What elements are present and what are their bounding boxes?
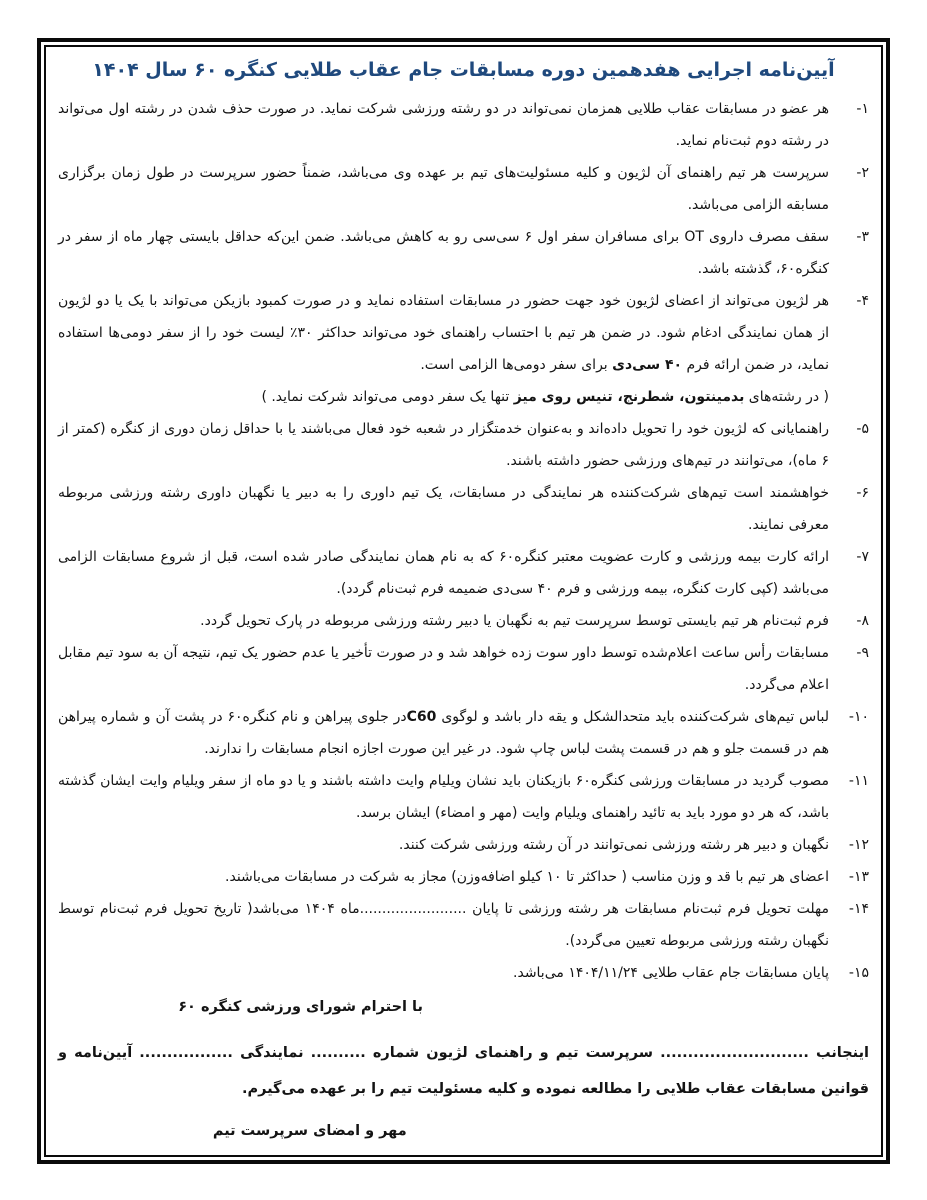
rule-text-segment: سقف مصرف داروی OT برای مسافران سفر اول ۶ سی‌سی رو به کاهش می‌باشد. ضمن این‌که حداقل بایستی چهار ماه از سفر در کنگره۶۰، گذشته باشد. <box>58 229 829 277</box>
rule-text-bold-segment: ۴۰ سی‌دی <box>612 357 683 373</box>
rule-number: ۱۰- <box>848 709 869 725</box>
rule-item <box>58 861 869 893</box>
declaration-paragraph: اینجانب ........................... سرپرست تیم و راهنمای لژیون شماره .......... نمایندگی ................. آیین‌نامه و قوانین مسابقات عقاب طلایی را مطالعه نموده و کلیه مسئولیت تیم را بر عهده می‌گیرم. <box>58 1045 869 1097</box>
rule-subline <box>58 381 869 413</box>
rule-item <box>58 957 869 989</box>
rule-text <box>58 637 829 701</box>
rule-text <box>58 893 829 957</box>
rule-number: ۴- <box>856 293 869 309</box>
rule-item <box>58 285 869 381</box>
rule-item <box>58 829 869 861</box>
rule-number: ۱۵- <box>848 965 869 981</box>
rule-text-bold-segment: بدمینتون، شطرنج، تنیس روی میز <box>513 389 745 405</box>
rule-item <box>58 701 869 765</box>
rules-list <box>58 93 869 989</box>
signature-line: مهر و امضای سرپرست تیم <box>212 1123 407 1139</box>
rule-number: ۱۲- <box>848 837 869 853</box>
rule-text-segment: اعضای هر تیم با قد و وزن مناسب ( حداکثر تا ۱۰ کیلو اضافه‌وزن) مجاز به شرکت در مسابقات می‌باشند. <box>225 869 829 885</box>
rule-text-segment: سرپرست هر تیم راهنمای آن لژیون و کلیه مسئولیت‌های تیم بر عهده وی می‌باشد، ضمناً حضور سرپرست در طول زمان برگزاری مسابقه الزامی می‌باشد. <box>58 165 829 213</box>
rule-number: ۸- <box>856 613 869 629</box>
rule-item <box>58 413 869 477</box>
rule-text <box>58 765 829 829</box>
rule-text-segment: خواهشمند است تیم‌های شرکت‌کننده هر نمایندگی در مسابقات، یک تیم داوری را به دبیر یا نگهبان داوری رشته ورزشی مربوطه معرفی نمایند. <box>58 485 829 533</box>
rule-item <box>58 637 869 701</box>
rule-number: ۲- <box>856 165 869 181</box>
rule-number: ۱۱- <box>848 773 869 789</box>
rule-text <box>58 861 829 893</box>
rule-text-bold-segment: C60 <box>406 709 437 725</box>
document-content <box>58 59 869 1139</box>
rule-item <box>58 157 869 221</box>
rule-text-segment: لباس تیم‌های شرکت‌کننده باید متحدالشکل و یقه دار باشد و لوگوی <box>436 709 829 725</box>
page-border-outer <box>37 38 890 1164</box>
rule-text <box>58 157 829 221</box>
regards-line: با احترام شورای ورزشی کنگره ۶۰ <box>178 999 423 1015</box>
rule-text-segment: مصوب گردید در مسابقات ورزشی کنگره۶۰ بازیکنان باید نشان ویلیام وایت داشته باشند و یا دو ماه از سفر ویلیام وایت ایشان گذشته باشد، که هر دو مورد باید به تائید راهنمای ویلیام وایت (مهر و امضاء) ایشان برسد. <box>58 773 829 821</box>
rule-text <box>58 381 829 413</box>
rule-text-segment: مسابقات رأس ساعت اعلام‌شده توسط داور سوت زده خواهد شد و در صورت تأخیر یا عدم حضور یک تیم، نتیجه آن به سود تیم مقابل اعلام می‌گردد. <box>58 645 829 693</box>
rule-text-segment: فرم ثبت‌نام هر تیم بایستی توسط سرپرست تیم به نگهبان یا دبیر رشته ورزشی مربوطه در پارک تحویل گردد. <box>200 613 829 629</box>
rule-number: ۷- <box>856 549 869 565</box>
rule-item <box>58 477 869 541</box>
rule-number: ۹- <box>856 645 869 661</box>
rule-number: ۵- <box>856 421 869 437</box>
rule-number: ۶- <box>856 485 869 501</box>
rule-number: ۱۴- <box>848 901 869 917</box>
rule-text <box>58 285 829 381</box>
rule-text <box>58 221 829 285</box>
rule-text <box>58 701 829 765</box>
rule-item <box>58 93 869 157</box>
rule-text-segment: هر لژیون می‌تواند از اعضای لژیون خود جهت حضور در مسابقات استفاده نماید و در صورت کمبود بازیکن می‌تواند با یک یا دو لژیون از همان نمایندگی ادغام شود. در ضمن هر تیم با احتساب راهنمای خود می‌تواند حداکثر ۳۰٪ لیست خود را از سفر دومی‌ها استفاده نماید، در ضمن ارائه فرم <box>58 293 829 373</box>
rule-number: ۱۳- <box>848 869 869 885</box>
rule-text-segment: برای سفر دومی‌ها الزامی است. <box>420 357 613 373</box>
rule-text-segment: مهلت تحویل فرم ثبت‌نام مسابقات هر رشته ورزشی تا پایان ........................ماه ۱۴۰۴ می‌باشد( تاریخ تحویل فرم ثبت‌نام توسط نگهبان رشته ورزشی مربوطه تعیین می‌گردد). <box>58 901 829 949</box>
rule-text-segment: ارائه کارت بیمه ورزشی و کارت عضویت معتبر کنگره۶۰ که به نام همان نمایندگی صادر شده است، قبل از شروع مسابقات الزامی می‌باشد (کپی کارت کنگره، بیمه ورزشی و فرم ۴۰ سی‌دی ضمیمه فرم ثبت‌نام گردد). <box>58 549 829 597</box>
rule-text-segment: پایان مسابقات جام عقاب طلایی ۱۴۰۴/۱۱/۲۴ می‌باشد. <box>513 965 829 981</box>
rule-text-segment: ( در رشته‌های <box>744 389 829 405</box>
rule-text-segment: نگهبان و دبیر هر رشته ورزشی نمی‌توانند در آن رشته ورزشی شرکت کنند. <box>398 837 829 853</box>
rule-item <box>58 765 869 829</box>
page-border-inner <box>44 45 883 1157</box>
rule-number: ۱- <box>856 101 869 117</box>
rule-text <box>58 605 829 637</box>
rule-text <box>58 541 829 605</box>
rule-text <box>58 93 829 157</box>
rule-item <box>58 893 869 957</box>
rule-text <box>58 477 829 541</box>
rule-text-segment: در جلوی پیراهن و نام کنگره۶۰ در پشت آن و شماره پیراهن هم در قسمت جلو و هم در قسمت پشت لباس چاپ شود. در غیر این صورت اجازه انجام مسابقات را ندارند. <box>58 709 829 757</box>
rule-text <box>58 829 829 861</box>
rule-item <box>58 605 869 637</box>
document-title: آیین‌نامه اجرایی هفدهمین دوره مسابقات جام عقاب طلایی کنگره ۶۰ سال ۱۴۰۴ <box>92 59 835 81</box>
rule-text-segment: راهنمایانی که لژیون خود را تحویل داده‌اند و به‌عنوان خدمتگزار در شعبه خود فعال می‌باشند یا با حداقل زمان دوری از کنگره (کمتر از ۶ ماه)، می‌توانند در تیم‌های ورزشی حضور داشته باشند. <box>58 421 829 469</box>
rule-text-segment: هر عضو در مسابقات عقاب طلایی همزمان نمی‌تواند در دو رشته ورزشی شرکت نماید. در صورت حذف شدن در رشته اول می‌تواند در رشته دوم ثبت‌نام نماید. <box>58 101 829 149</box>
rule-text-segment: تنها یک سفر دومی می‌تواند شرکت نماید. ) <box>261 389 514 405</box>
rule-text <box>58 957 829 989</box>
rule-item <box>58 221 869 285</box>
rule-text <box>58 413 829 477</box>
rule-item <box>58 541 869 605</box>
rule-number: ۳- <box>856 229 869 245</box>
